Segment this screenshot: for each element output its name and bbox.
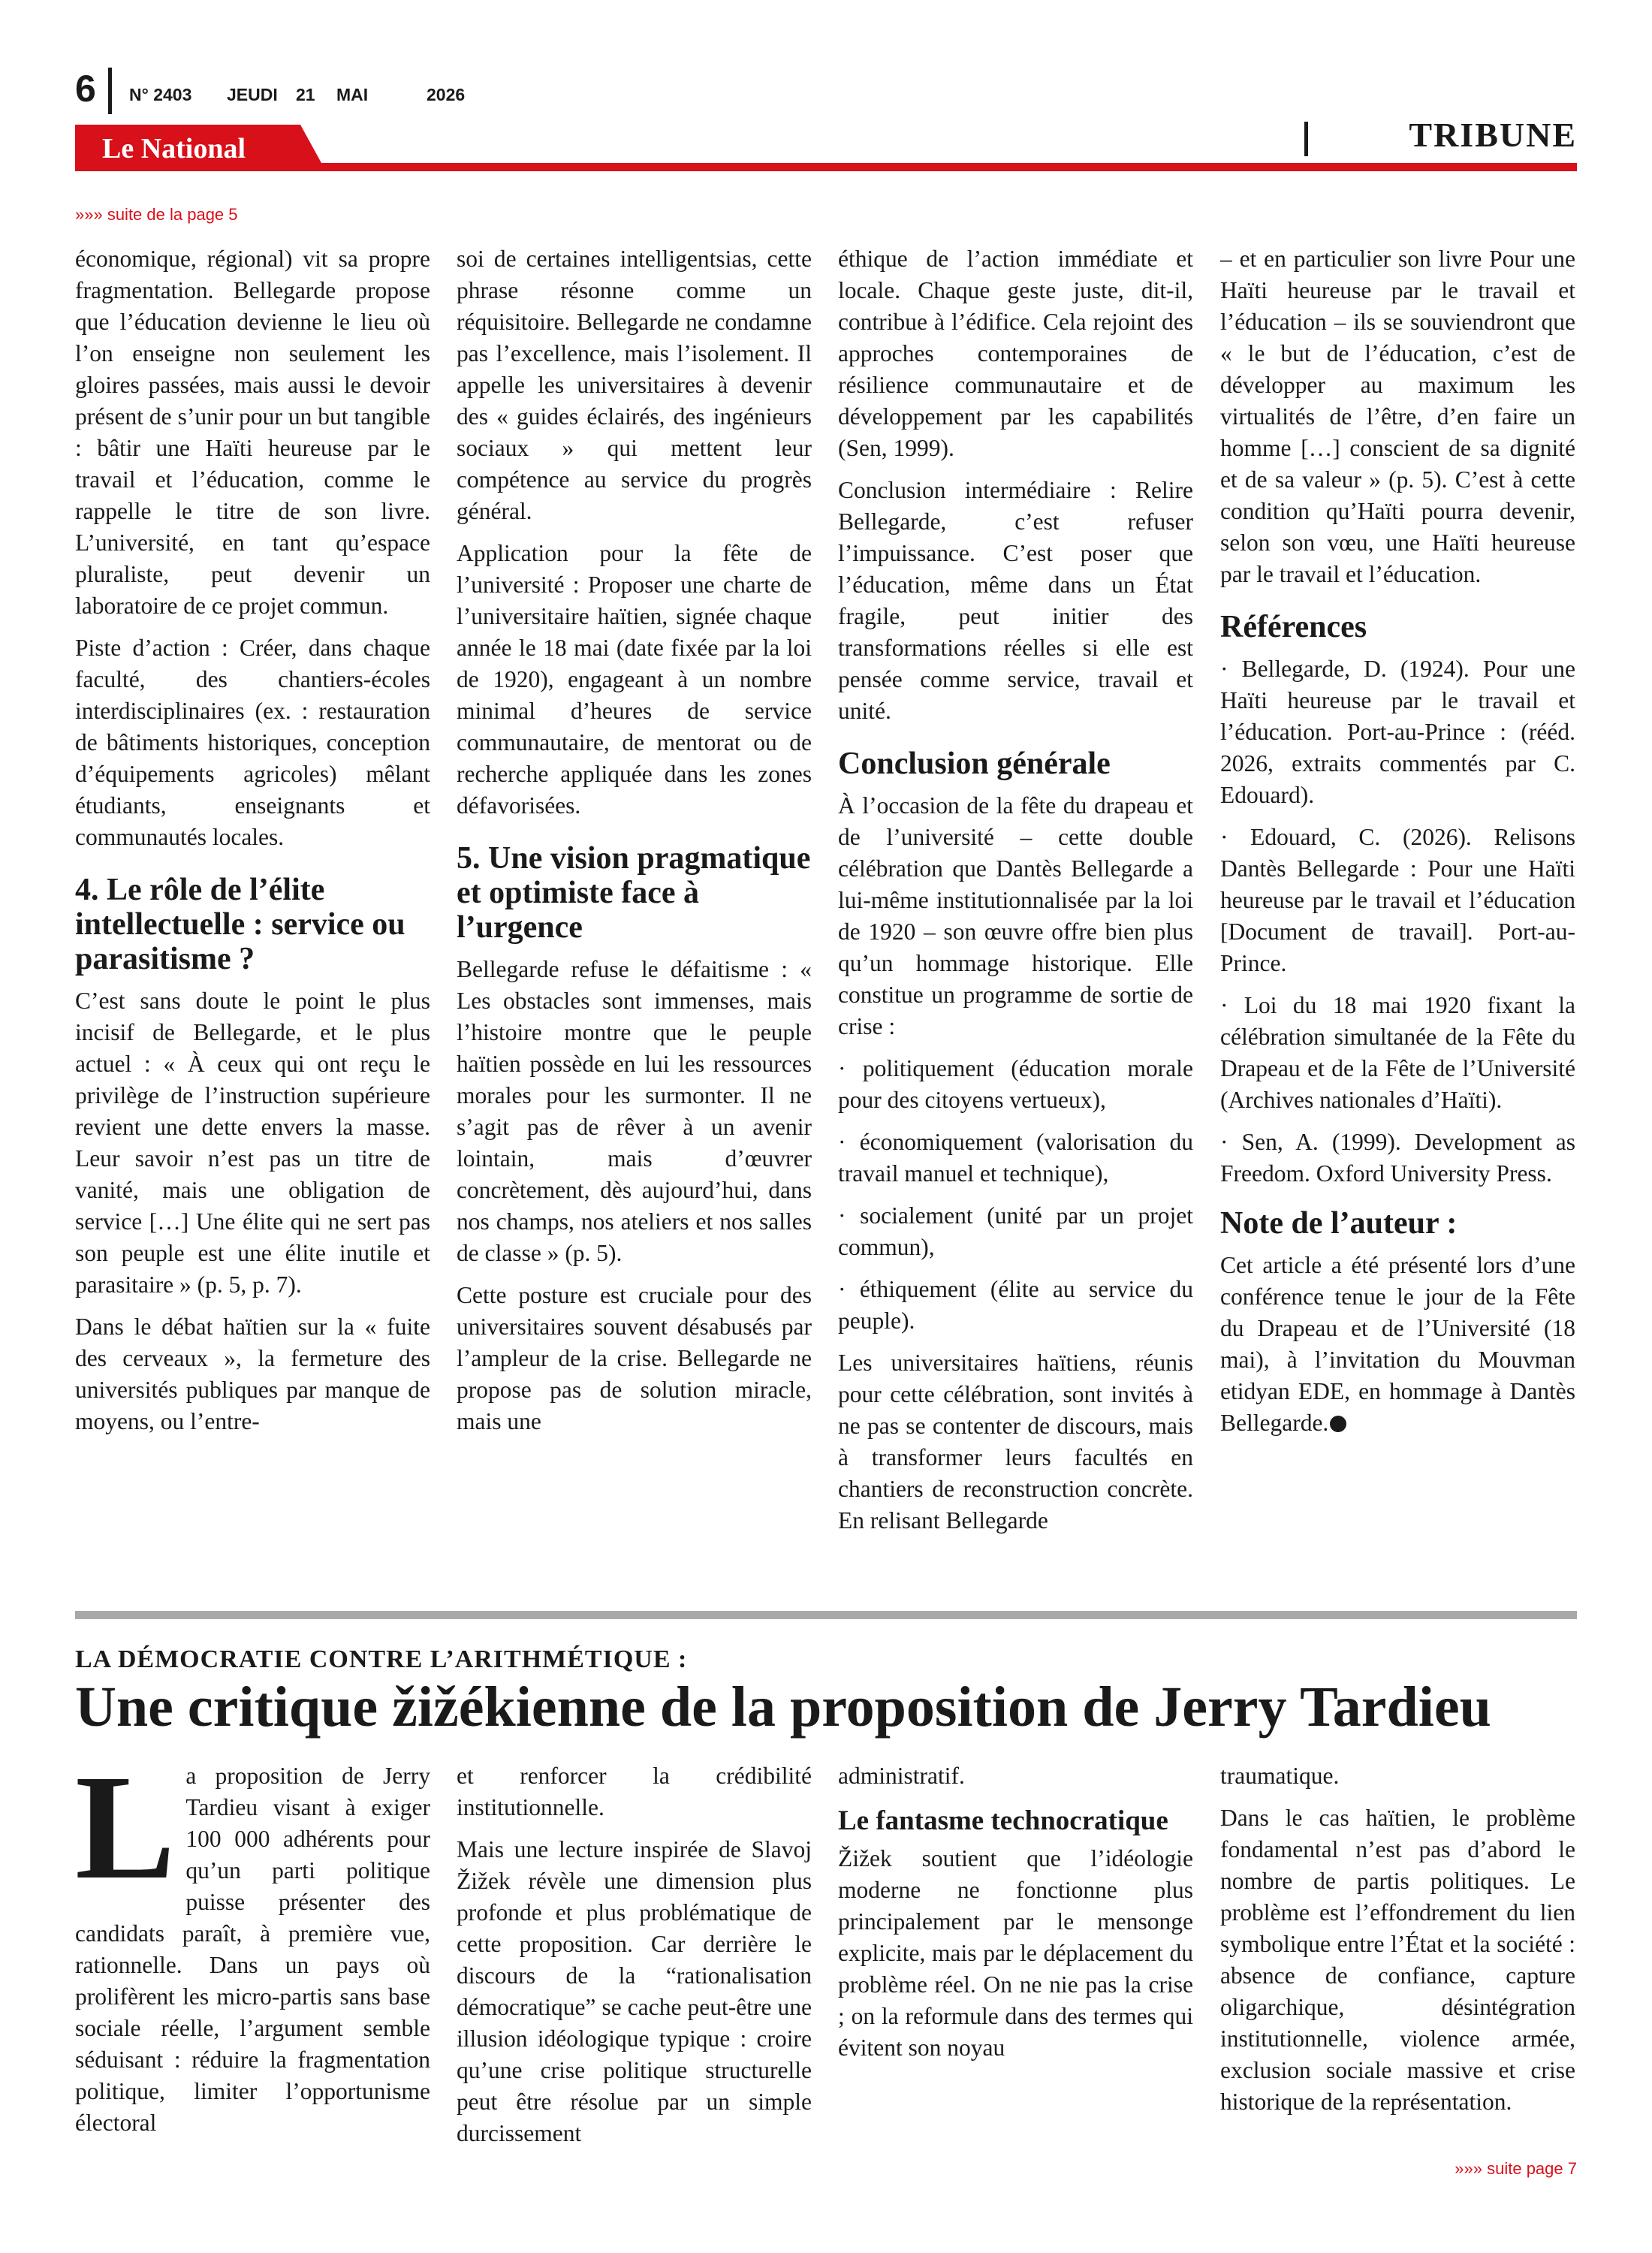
paragraph: C’est sans doute le point le plus incisif de Bellegarde, et le plus actuel : « À ceux qui ont reçu le privilège de l’instruction supérieure revient une dette envers la masse. Leur savoir n’est pas un titre de vanité, mais une obligation de service […] Une élite qui ne sert pas son peuple est une élite inutile et parasitaire » (p. 5, p. 7).: [75, 988, 430, 1298]
article-separator: [75, 1611, 1577, 1619]
reference-item: · Loi du 18 mai 1920 fixant la célébration simultanée de la Fête du Drapeau et de la Fête de l’Université (Archives nationales d’Haïti).: [1220, 992, 1575, 1113]
paragraph: Piste d’action : Créer, dans chaque faculté, des chantiers-écoles interdisciplinaires (ex. : restauration de bâtiments historiques, conception d’équipements agricoles) mêlant étudiants, enseignants et communautés locales.: [75, 635, 430, 850]
reference-item: · Sen, A. (1999). Development as Freedom. Oxford University Press.: [1220, 1129, 1575, 1187]
bottom-article-column-2: [457, 1760, 812, 2160]
article-kicker: LA DÉMOCRATIE CONTRE L’ARITHMÉTIQUE :: [75, 1645, 688, 1673]
paragraph: Conclusion intermédiaire : Relire Bellegarde, c’est refuser l’impuissance. C’est poser que l’éducation, même dans un État fragile, peut initier des transformations réelles si elle est pensée comme service, travail et unité.: [838, 477, 1193, 724]
section-heading: Conclusion générale: [838, 746, 1111, 781]
continued-from-link[interactable]: »»» suite de la page 5: [75, 205, 238, 224]
paragraph: Dans le débat haïtien sur la « fuite des cerveaux », la fermeture des universités publiques par manque de moyens, ou l’entre-: [75, 1313, 430, 1434]
paragraph: Dans le cas haïtien, le problème fondamental n’est pas d’abord le nombre de partis politiques. Le problème est l’effondrement du lien symbolique entre l’État et la société : absence de confiance, capture oligarchique, désintégration institutionnelle, violence armée, exclusion sociale massive et crise historique de la représentation.: [1220, 1805, 1575, 2115]
paragraph: Cette posture est cruciale pour des universitaires souvent désabusés par l’ampleur de la crise. Bellegarde ne propose pas de solution miracle, mais une: [457, 1282, 812, 1434]
paragraph: traumatique.: [1220, 1763, 1340, 1789]
section-heading: 5. Une vision pragmatique et optimiste face à l’urgence: [457, 841, 811, 945]
top-article-column-2: [457, 243, 812, 1448]
paragraph: Les universitaires haïtiens, réunis pour cette célébration, sont invités à ne pas se contenter de discours, mais à transformer leurs facultés en chantiers de reconstruction concrète. En relisant Bellegarde: [838, 1350, 1193, 1534]
bottom-article-column-4: [1220, 1760, 1575, 2128]
paragraph: soi de certaines intelligentsias, cette phrase résonne comme un réquisitoire. Bellegarde ne condamne pas l’excellence, mais l’isolement. Il appelle les universitaires à devenir des « guides éclairés, des ingénieurs sociaux » qui mettent leur compétence au service du progrès général.: [457, 246, 812, 524]
issue-month: MAI: [336, 85, 369, 104]
references-heading: Références: [1220, 610, 1367, 644]
issue-day: JEUDI: [227, 85, 278, 104]
reference-item: · Edouard, C. (2026). Relisons Dantès Bellegarde : Pour une Haïti heureuse par le travail et l’éducation [Document de travail]. Port-au-Prince.: [1220, 824, 1575, 976]
paragraph: – et en particulier son livre Pour une Haïti heureuse par le travail et l’éducation – ils se souviendront que « le but de l’éducation, c’est de développer au maximum les virtualités de l’être, d’en faire un homme […] conscient de sa dignité et de sa valeur » (p. 5). C’est à cette condition qu’Haïti pourra devenir, selon son vœu, une Haïti heureuse par le travail et l’éducation.: [1220, 246, 1575, 587]
publication-logo: Le National: [102, 133, 246, 164]
paragraph: À l’occasion de la fête du drapeau et de l’université – cette double célébration que Dantès Bellegarde a lui-même institutionnalisée par la loi de 1920 – son œuvre offre bien plus qu’un hommage historique. Elle constitue un programme de sortie de crise :: [838, 792, 1193, 1039]
section-heading: 4. Le rôle de l’élite intellectuelle : service ou parasitisme ?: [75, 873, 405, 976]
page-number: 6: [75, 68, 96, 110]
list-item: · politiquement (éducation morale pour des citoyens vertueux),: [838, 1055, 1193, 1113]
paragraph: Bellegarde refuse le défaitisme : « Les obstacles sont immenses, mais l’histoire montre que le peuple haïtien possède en lui les ressources morales pour les surmonter. Il ne s’agit pas de rêver à un avenir lointain, mais d’œuvrer concrètement, dès aujourd’hui, dans nos champs, nos ateliers et nos salles de classe » (p. 5).: [457, 956, 812, 1266]
bottom-article-column-3: [838, 1760, 1193, 2074]
list-item: · économiquement (valorisation du travail manuel et technique),: [838, 1129, 1193, 1187]
author-note-heading: Note de l’auteur :: [1220, 1206, 1458, 1241]
lead-paragraph: [75, 1745, 430, 2139]
paragraph: Application pour la fête de l’université : Proposer une charte de l’universitaire haïtien, signée chaque année le 18 mai (date fixée par la loi de 1920), engageant à un nombre minimal d’heures de service communautaire, de mentorat ou de recherche appliquée dans les zones défavorisées.: [457, 540, 812, 819]
issue-year: 2026: [427, 85, 466, 104]
paragraph: économique, régional) vit sa propre fragmentation. Bellegarde propose que l’éducation devienne le lieu où l’on enseigne non seulement les gloires passées, mais aussi le devoir présent de s’unir pour un but tangible : bâtir une Haïti heureuse par le travail et l’éducation, comme le rappelle le titre de son livre. L’université, en tant qu’espace pluraliste, peut devenir un laboratoire de ce projet commun.: [75, 246, 430, 619]
top-article-column-4: [1220, 243, 1575, 1449]
section-heading: Le fantasme technocratique: [838, 1805, 1168, 1836]
continued-on-link[interactable]: »»» suite page 7: [1455, 2159, 1577, 2178]
reference-item: · Bellegarde, D. (1924). Pour une Haïti heureuse par le travail et l’éducation. Port-au-Prince : (rééd. 2026, extraits commentés par C. Edouard).: [1220, 656, 1575, 808]
masthead-band: [75, 125, 1577, 171]
paragraph: Mais une lecture inspirée de Slavoj Žižek révèle une dimension plus profonde et plus problématique de cette proposition. Car derrière le discours de la “rationalisation démocratique” se cache peut-être une illusion idéologique typique : croire qu’une crise politique structurelle peut être résolue par un simple durcissement: [457, 1836, 812, 2146]
issue-date-day: 21: [296, 85, 315, 104]
paragraph: Žižek soutient que l’idéologie moderne ne fonctionne plus principalement par le mensonge explicite, mais par le déplacement du problème réel. On ne nie pas la crise ; on la reformule dans des termes qui évitent son noyau: [838, 1845, 1193, 2061]
end-of-article-icon: [1330, 1416, 1346, 1432]
paragraph: administratif.: [838, 1763, 965, 1789]
drop-cap: L: [75, 1745, 176, 1911]
section-divider: [1304, 122, 1308, 156]
list-item: · socialement (unité par un projet commun),: [838, 1202, 1193, 1260]
list-item: · éthiquement (élite au service du peuple).: [838, 1276, 1193, 1334]
top-article-column-3: [838, 243, 1193, 1547]
article-headline: Une critique žižékienne de la proposition de Jerry Tardieu: [75, 1675, 1491, 1739]
paragraph: éthique de l’action immédiate et locale. Chaque geste juste, dit-il, contribue à l’édifice. Cela rejoint des approches contemporaines de résilience communautaire et de développement par les capabilités (Sen, 1999).: [838, 246, 1193, 461]
author-note-text: Cet article a été présenté lors d’une conférence tenue le jour de la Fête du Drapeau et de l’Université (18 mai), à l’invitation du Mouvman etidyan EDE, en hommage à Dantès Bellegarde.: [1220, 1252, 1575, 1436]
paragraph: et renforcer la crédibilité institutionnelle.: [457, 1763, 812, 1820]
issue-number: N° 2403: [129, 85, 192, 104]
lead-paragraph-text: a proposition de Jerry Tardieu visant à exiger 100 000 adhérents pour qu’un parti politique puisse présenter des candidats paraît, à première vue, rationnelle. Dans un pays où prolifèrent les micro-partis sans base sociale réelle, l’argument semble séduisant : réduire la fragmentation politique, limiter l’opportunisme électoral: [75, 1763, 430, 2136]
page-number-divider: [108, 68, 112, 114]
bottom-article-column-1: [75, 1745, 430, 2149]
section-title: TRIBUNE: [1409, 116, 1577, 154]
top-article-column-1: [75, 243, 430, 1448]
author-note: [1220, 1250, 1575, 1439]
